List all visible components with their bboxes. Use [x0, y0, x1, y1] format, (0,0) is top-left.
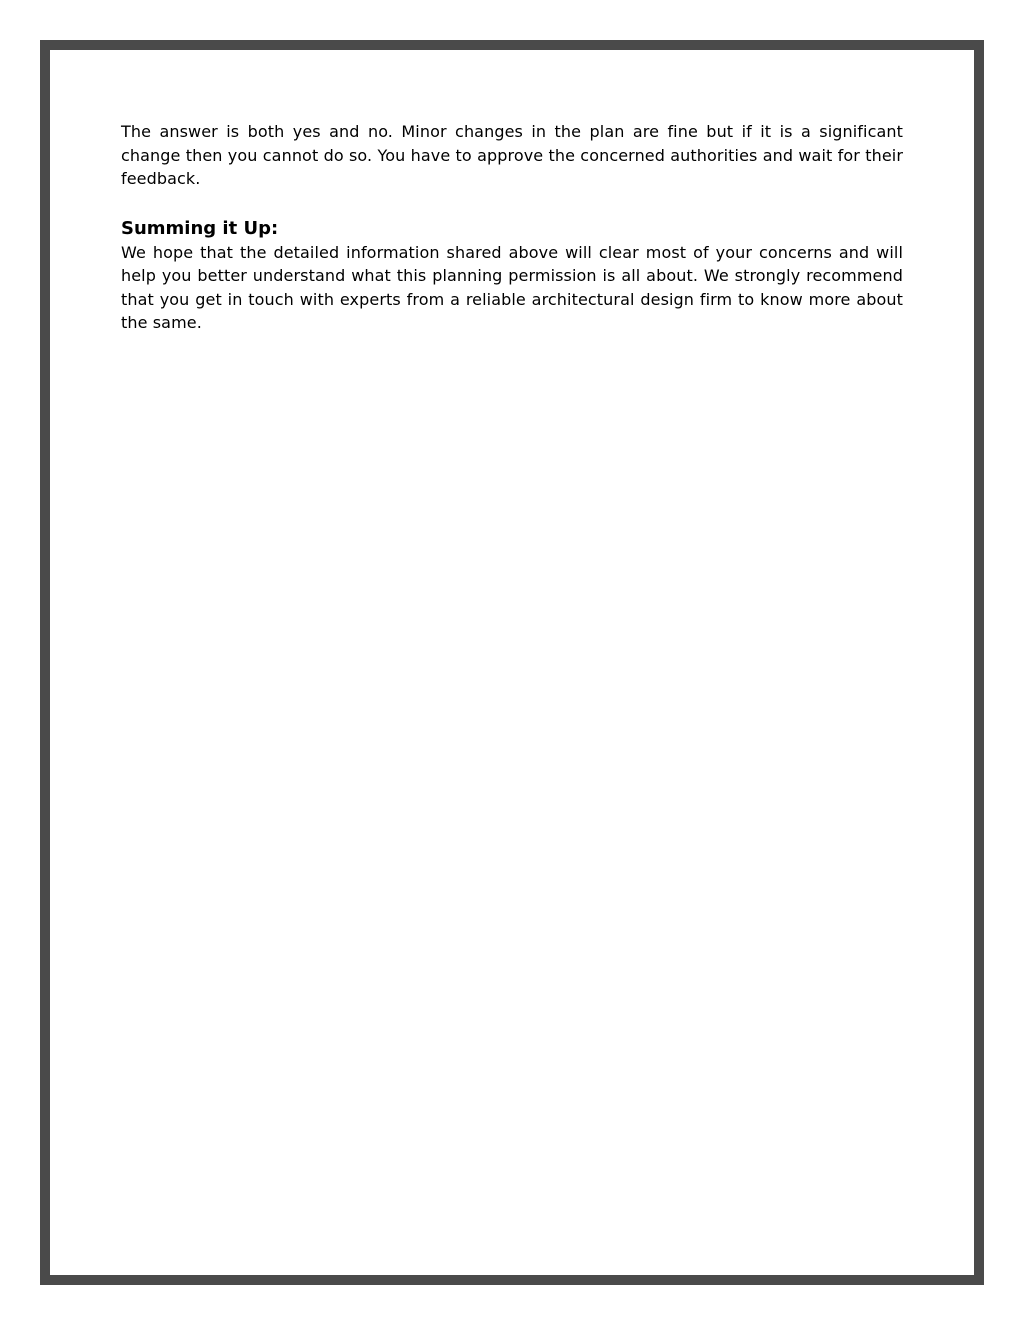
body-paragraph-summary: We hope that the detailed information shared above will clear most of your concerns and will help you better understand what this planning permission is all about. We strongly recommend that you get in touch with experts from a reliable architectural design firm to know more about the same. [121, 242, 903, 332]
document-body [121, 120, 903, 335]
page-frame [40, 40, 984, 1285]
body-paragraph: The answer is both yes and no. Minor changes in the plan are fine but if it is a significant change then you cannot do so. You have to approve the concerned authorities and wait for their feedback. [121, 122, 903, 188]
section-heading: Summing it Up: [121, 217, 279, 239]
